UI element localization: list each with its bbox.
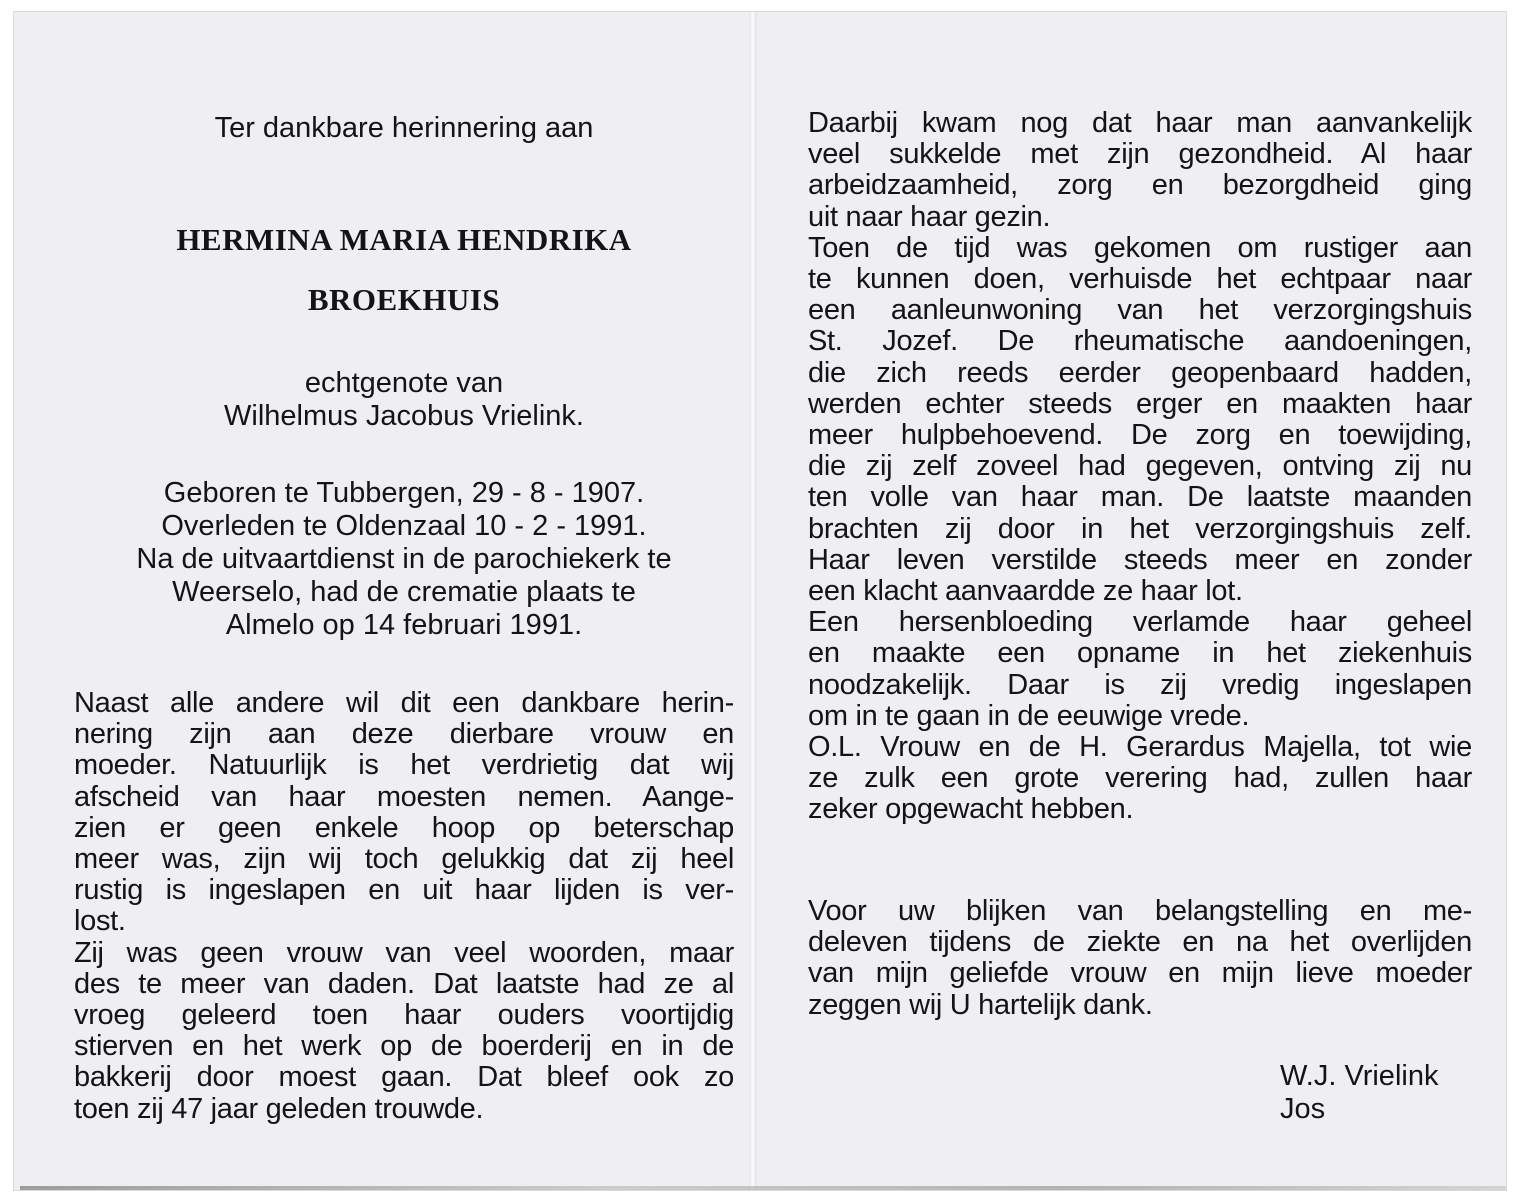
text-line: om in te gaan in de eeuwige vrede. <box>808 699 1250 732</box>
text-line: O.L. Vrouw en de H. Gerardus Majella, tot wie <box>808 731 1472 764</box>
text-line: toen zij 47 jaar geleden trouwde. <box>74 1092 484 1125</box>
text-line: uit naar haar gezin. <box>808 200 1051 233</box>
text-line: arbeidzaamheid, zorg en bezorgdheid ging <box>808 169 1472 202</box>
text-line: des te meer van daden. Dat laatste had ze al <box>74 967 734 1000</box>
cremation-line: Weerselo, had de crematie plaats te <box>172 576 636 608</box>
text-line: ten volle van haar man. De laatste maanden <box>808 481 1472 514</box>
memorial-card <box>14 12 1506 1190</box>
text-line: bakkerij door moest gaan. Dat bleef ook zo <box>74 1061 734 1094</box>
text-line: St. Jozef. De rheumatische aandoeningen, <box>808 325 1472 358</box>
text-line: nering zijn aan deze dierbare vrouw en <box>74 718 734 751</box>
text-line: Daarbij kwam nog dat haar man aanvankelijk <box>808 107 1472 139</box>
text-line: rustig is ingeslapen en uit haar lijden is ver- <box>74 874 734 907</box>
deceased-name-first: HERMINA MARIA HENDRIKA <box>176 222 632 257</box>
text-line: zien er geen enkele hoop op beterschap <box>74 811 734 844</box>
text-line: Haar leven verstilde steeds meer en zonder <box>808 543 1472 576</box>
text-line: veel sukkelde met zijn gezondheid. Al haar <box>808 138 1472 171</box>
service-line: Na de uitvaartdienst in de parochiekerk te <box>136 543 672 575</box>
text-line: van mijn geliefde vrouw en mijn lieve moeder <box>808 957 1472 990</box>
text-line: zeggen wij U hartelijk dank. <box>808 988 1153 1021</box>
text-line: ze zulk een grote verering had, zullen haar <box>808 762 1472 795</box>
text-line: die zich reeds eerder geopenbaard hadden, <box>808 356 1472 389</box>
card-fold <box>749 12 757 1190</box>
text-line: meer hulpbehoevend. De zorg en toewijding, <box>808 419 1472 452</box>
text-line: Een hersenbloeding verlamde haar geheel <box>808 606 1472 639</box>
text-line: Toen de tijd was gekomen om rustiger aan <box>808 231 1472 264</box>
text-line: noodzakelijk. Daar is zij vredig ingeslapen <box>808 668 1472 701</box>
text-line: werden echter steeds erger en maakten haar <box>808 387 1472 420</box>
left-body-text <box>74 688 734 1125</box>
text-line: vroeg geleerd toen haar ouders voortijdig <box>74 999 734 1032</box>
death-line: Overleden te Oldenzaal 10 - 2 - 1991. <box>161 510 647 542</box>
deceased-name-last: BROEKHUIS <box>307 282 501 317</box>
text-line: te kunnen doen, verhuisde het echtpaar naar <box>808 263 1472 296</box>
text-line: moeder. Natuurlijk is het verdrietig dat wij <box>74 749 734 782</box>
text-line: brachten zij door in het verzorgingshuis zelf. <box>808 512 1472 545</box>
text-line: stierven en het werk op de boerderij en in de <box>74 1030 734 1063</box>
text-line: die zij zelf zoveel had gegeven, ontving zij nu <box>808 450 1472 483</box>
text-line: lost. <box>74 905 126 938</box>
dates-block <box>74 477 734 642</box>
birth-line: Geboren te Tubbergen, 29 - 8 - 1907. <box>163 477 645 509</box>
cremation-date-line: Almelo op 14 februari 1991. <box>225 609 583 641</box>
text-line: een aanleunwoning van het verzorgingshuis <box>808 294 1472 327</box>
card-bottom-edge <box>20 1186 1506 1190</box>
spouse-block <box>74 367 734 433</box>
text-line: Zij was geen vrouw van veel woorden, maar <box>74 936 734 969</box>
signature-block <box>1280 1060 1438 1126</box>
signature-name: W.J. Vrielink <box>1280 1060 1439 1092</box>
opening-line: Ter dankbare herinnering aan <box>214 112 594 144</box>
text-line: zeker opgewacht hebben. <box>808 793 1134 826</box>
spouse-name: Wilhelmus Jacobus Vrielink. <box>224 400 584 432</box>
signature-child: Jos <box>1280 1093 1326 1125</box>
text-line: meer was, zijn wij toch gelukkig dat zij heel <box>74 843 734 876</box>
text-line: afscheid van haar moesten nemen. Aange- <box>74 780 734 813</box>
thanks-text <box>808 896 1472 1021</box>
text-line: en maakte een opname in het ziekenhuis <box>808 637 1472 670</box>
text-line: een klacht aanvaardde ze haar lot. <box>808 575 1243 608</box>
right-body-text <box>808 108 1472 826</box>
text-line: Naast alle andere wil dit een dankbare herin- <box>74 687 734 719</box>
text-line: Voor uw blijken van belangstelling en me- <box>808 895 1472 927</box>
spouse-label: echtgenote van <box>304 367 504 399</box>
text-line: deleven tijdens de ziekte en na het overlijden <box>808 926 1472 959</box>
